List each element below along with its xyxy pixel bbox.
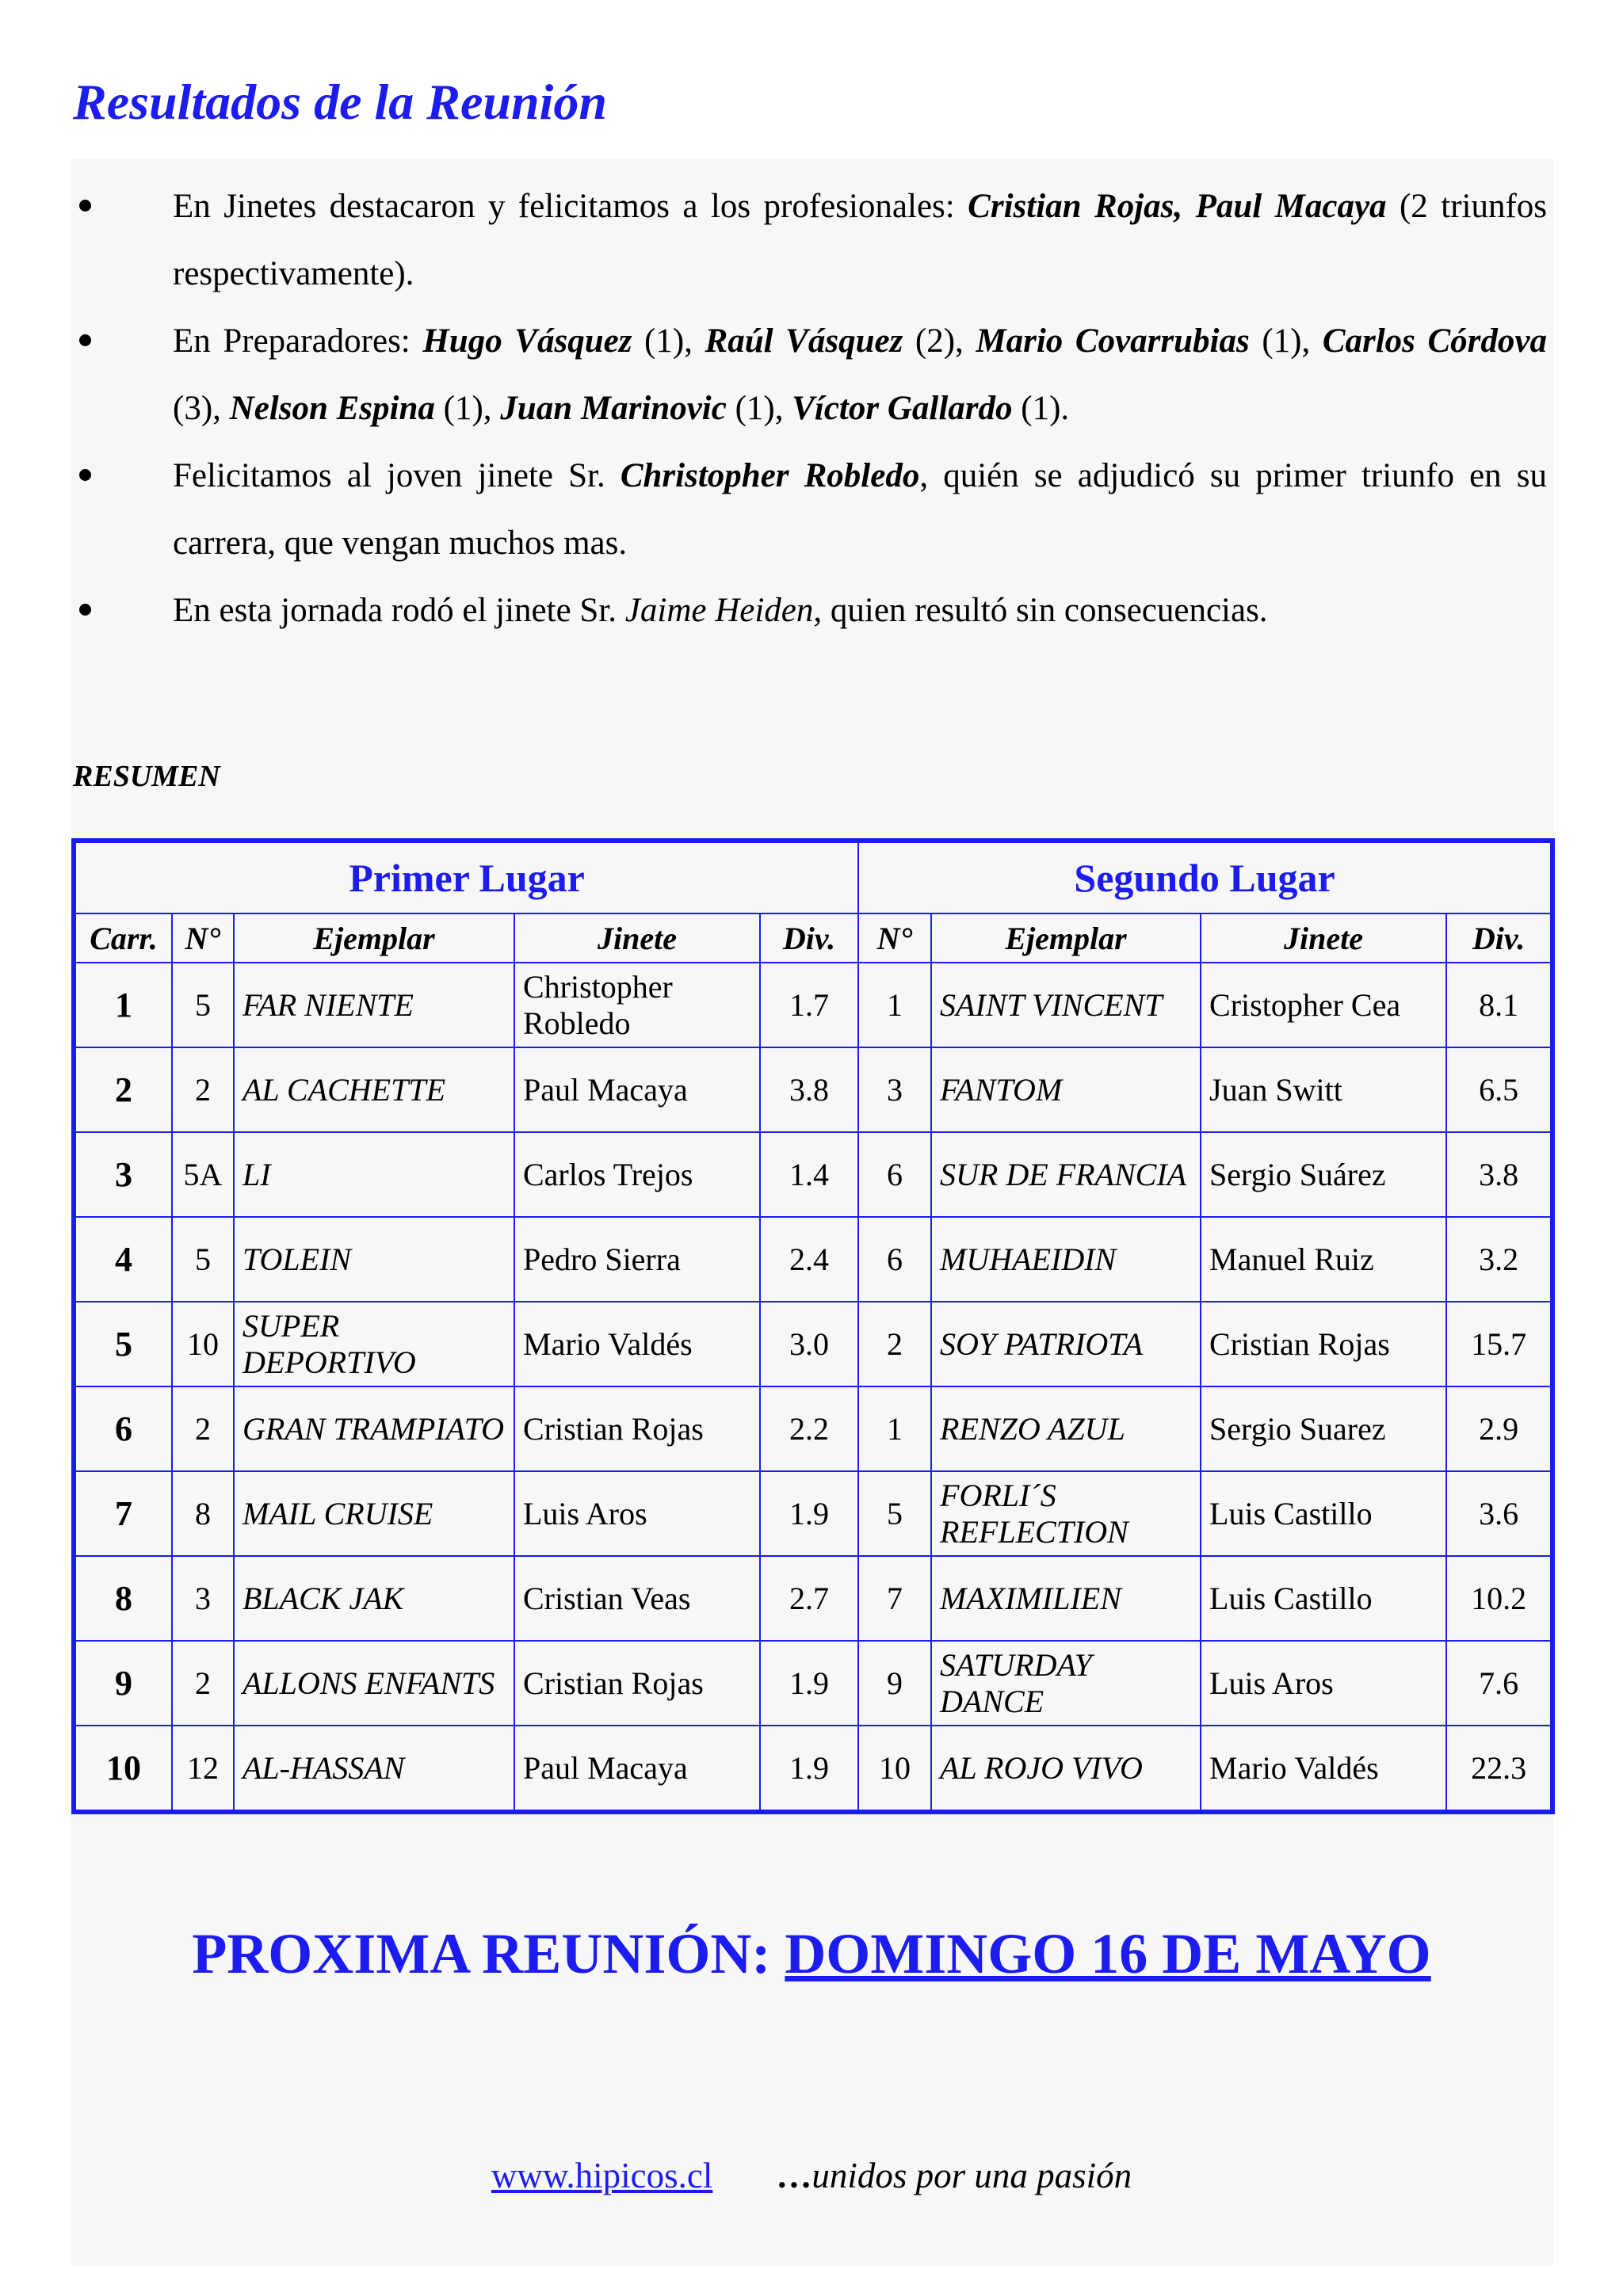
first-horse-name-cell: AL-HASSAN bbox=[234, 1726, 514, 1812]
second-horse-number-cell: 10 bbox=[858, 1726, 931, 1812]
first-horse-name-cell: BLACK JAK bbox=[234, 1556, 514, 1641]
highlighted-name: Carlos Córdova bbox=[1322, 322, 1547, 360]
first-dividend-cell: 1.4 bbox=[760, 1132, 858, 1217]
race-number-cell: 1 bbox=[74, 963, 172, 1047]
table-row bbox=[74, 1047, 1552, 1132]
col-header-div-second: Div. bbox=[1446, 913, 1552, 963]
bullet-item bbox=[73, 173, 1547, 307]
bullet-text: Felicitamos al joven jinete Sr. bbox=[173, 457, 621, 494]
website-link[interactable]: www.hipicos.cl bbox=[491, 2156, 713, 2195]
results-table bbox=[71, 838, 1555, 1814]
second-dividend-cell: 6.5 bbox=[1446, 1047, 1552, 1132]
first-jockey-cell: Christopher Robledo bbox=[514, 963, 760, 1047]
bullet-item bbox=[73, 442, 1547, 577]
race-number-cell: 7 bbox=[74, 1471, 172, 1556]
second-horse-number-cell: 6 bbox=[858, 1217, 931, 1302]
second-dividend-cell: 8.1 bbox=[1446, 963, 1552, 1047]
second-horse-number-cell: 6 bbox=[858, 1132, 931, 1217]
second-horse-number-cell: 1 bbox=[858, 963, 931, 1047]
first-horse-number-cell: 10 bbox=[172, 1302, 234, 1386]
table-row bbox=[74, 1302, 1552, 1386]
second-jockey-cell: Sergio Suárez bbox=[1201, 1132, 1446, 1217]
first-dividend-cell: 1.7 bbox=[760, 963, 858, 1047]
second-horse-number-cell: 3 bbox=[858, 1047, 931, 1132]
first-horse-name-cell: MAIL CRUISE bbox=[234, 1471, 514, 1556]
second-horse-name-cell: FANTOM bbox=[931, 1047, 1201, 1132]
first-horse-name-cell: FAR NIENTE bbox=[234, 963, 514, 1047]
second-dividend-cell: 22.3 bbox=[1446, 1726, 1552, 1812]
highlighted-name: Christopher Robledo bbox=[620, 457, 920, 494]
column-header-row bbox=[74, 913, 1552, 963]
table-row bbox=[74, 1386, 1552, 1471]
second-jockey-cell: Juan Switt bbox=[1201, 1047, 1446, 1132]
race-number-cell: 5 bbox=[74, 1302, 172, 1386]
second-dividend-cell: 3.8 bbox=[1446, 1132, 1552, 1217]
first-jockey-cell: Cristian Veas bbox=[514, 1556, 760, 1641]
second-jockey-cell: Luis Castillo bbox=[1201, 1556, 1446, 1641]
second-horse-name-cell: SATURDAY DANCE bbox=[931, 1641, 1201, 1726]
second-horse-name-cell: SUR DE FRANCIA bbox=[931, 1132, 1201, 1217]
table-row bbox=[74, 1132, 1552, 1217]
bullet-icon bbox=[79, 200, 91, 212]
bullet-text: , quién se adjudicó su primer triunfo en su carrera, que vengan muchos mas. bbox=[173, 457, 1548, 562]
first-dividend-cell: 3.0 bbox=[760, 1302, 858, 1386]
bullet-text: (2), bbox=[903, 322, 976, 360]
bullet-text: (1), bbox=[632, 322, 705, 360]
first-jockey-cell: Pedro Sierra bbox=[514, 1217, 760, 1302]
first-jockey-cell: Luis Aros bbox=[514, 1471, 760, 1556]
second-jockey-cell: Sergio Suarez bbox=[1201, 1386, 1446, 1471]
highlighted-name: Jaime Heiden bbox=[624, 592, 814, 629]
table-row bbox=[74, 963, 1552, 1047]
first-dividend-cell: 1.9 bbox=[760, 1471, 858, 1556]
table-row bbox=[74, 1217, 1552, 1302]
bullet-text: En esta jornada rodó el jinete Sr. bbox=[173, 592, 625, 629]
bullet-text: En Jinetes destacaron y felicitamos a los profesionales: bbox=[173, 188, 968, 225]
first-horse-number-cell: 5 bbox=[172, 963, 234, 1047]
bullet-text: (1), bbox=[726, 390, 792, 427]
second-horse-name-cell: RENZO AZUL bbox=[931, 1386, 1201, 1471]
first-dividend-cell: 1.9 bbox=[760, 1641, 858, 1726]
col-header-num-first: N° bbox=[172, 913, 234, 963]
second-horse-number-cell: 5 bbox=[858, 1471, 931, 1556]
first-horse-name-cell: GRAN TRAMPIATO bbox=[234, 1386, 514, 1471]
second-horse-name-cell: MUHAEIDIN bbox=[931, 1217, 1201, 1302]
first-dividend-cell: 1.9 bbox=[760, 1726, 858, 1812]
race-number-cell: 9 bbox=[74, 1641, 172, 1726]
first-horse-number-cell: 3 bbox=[172, 1556, 234, 1641]
first-horse-name-cell: TOLEIN bbox=[234, 1217, 514, 1302]
race-number-cell: 10 bbox=[74, 1726, 172, 1812]
second-dividend-cell: 3.2 bbox=[1446, 1217, 1552, 1302]
col-header-ejemplar-second: Ejemplar bbox=[931, 913, 1201, 963]
first-dividend-cell: 2.4 bbox=[760, 1217, 858, 1302]
race-number-cell: 8 bbox=[74, 1556, 172, 1641]
second-horse-name-cell: MAXIMILIEN bbox=[931, 1556, 1201, 1641]
first-jockey-cell: Mario Valdés bbox=[514, 1302, 760, 1386]
second-jockey-cell: Luis Castillo bbox=[1201, 1471, 1446, 1556]
ellipsis: … bbox=[776, 2156, 812, 2195]
first-jockey-cell: Carlos Trejos bbox=[514, 1132, 760, 1217]
second-dividend-cell: 2.9 bbox=[1446, 1386, 1552, 1471]
race-number-cell: 2 bbox=[74, 1047, 172, 1132]
bullet-text: (1). bbox=[1012, 390, 1070, 427]
first-horse-name-cell: AL CACHETTE bbox=[234, 1047, 514, 1132]
footer bbox=[0, 2155, 1623, 2196]
first-jockey-cell: Cristian Rojas bbox=[514, 1641, 760, 1726]
second-horse-name-cell: SAINT VINCENT bbox=[931, 963, 1201, 1047]
first-jockey-cell: Paul Macaya bbox=[514, 1726, 760, 1812]
second-horse-name-cell: FORLI´S REFLECTION bbox=[931, 1471, 1201, 1556]
col-header-num-second: N° bbox=[858, 913, 931, 963]
second-jockey-cell: Mario Valdés bbox=[1201, 1726, 1446, 1812]
second-horse-number-cell: 1 bbox=[858, 1386, 931, 1471]
first-jockey-cell: Cristian Rojas bbox=[514, 1386, 760, 1471]
bullet-text: (3), bbox=[173, 390, 230, 427]
highlighted-name: Víctor Gallardo bbox=[792, 390, 1013, 427]
bullet-text: (2 triunfos respectivamente). bbox=[173, 188, 1548, 292]
second-jockey-cell: Luis Aros bbox=[1201, 1641, 1446, 1726]
primer-lugar-header: Primer Lugar bbox=[74, 841, 858, 913]
bullet-text: (1), bbox=[434, 390, 501, 427]
second-jockey-cell: Cristian Rojas bbox=[1201, 1302, 1446, 1386]
first-horse-number-cell: 8 bbox=[172, 1471, 234, 1556]
second-dividend-cell: 15.7 bbox=[1446, 1302, 1552, 1386]
bullet-icon bbox=[79, 604, 91, 616]
first-dividend-cell: 2.2 bbox=[760, 1386, 858, 1471]
second-horse-number-cell: 2 bbox=[858, 1302, 931, 1386]
slogan: unidos por una pasión bbox=[812, 2156, 1132, 2195]
table-row bbox=[74, 1726, 1552, 1812]
results-bullet-list bbox=[73, 173, 1547, 644]
second-dividend-cell: 3.6 bbox=[1446, 1471, 1552, 1556]
resumen-heading: RESUMEN bbox=[73, 760, 220, 793]
next-meeting-banner bbox=[0, 1921, 1623, 1987]
bullet-icon bbox=[79, 334, 91, 346]
bullet-item bbox=[73, 577, 1547, 644]
first-horse-number-cell: 5 bbox=[172, 1217, 234, 1302]
second-horse-name-cell: SOY PATRIOTA bbox=[931, 1302, 1201, 1386]
bullet-icon bbox=[79, 469, 91, 481]
highlighted-name: Mario Covarrubias bbox=[976, 322, 1250, 360]
next-meeting-date: DOMINGO 16 DE MAYO bbox=[785, 1922, 1431, 1985]
col-header-ejemplar-first: Ejemplar bbox=[234, 913, 514, 963]
table-row bbox=[74, 1471, 1552, 1556]
race-number-cell: 3 bbox=[74, 1132, 172, 1217]
col-header-jinete-second: Jinete bbox=[1201, 913, 1446, 963]
highlighted-name: Cristian Rojas, Paul Macaya bbox=[968, 188, 1387, 225]
first-jockey-cell: Paul Macaya bbox=[514, 1047, 760, 1132]
table-row bbox=[74, 1556, 1552, 1641]
second-jockey-cell: Cristopher Cea bbox=[1201, 963, 1446, 1047]
second-horse-number-cell: 7 bbox=[858, 1556, 931, 1641]
col-header-jinete-first: Jinete bbox=[514, 913, 760, 963]
second-horse-number-cell: 9 bbox=[858, 1641, 931, 1726]
bullet-text: En Preparadores: bbox=[173, 322, 423, 360]
col-header-div-first: Div. bbox=[760, 913, 858, 963]
first-dividend-cell: 2.7 bbox=[760, 1556, 858, 1641]
segundo-lugar-header: Segundo Lugar bbox=[858, 841, 1552, 913]
bullet-text: (1), bbox=[1249, 322, 1323, 360]
bullet-text: , quien resultó sin consecuencias. bbox=[813, 592, 1268, 629]
next-meeting-label: PROXIMA REUNIÓN: bbox=[192, 1922, 785, 1985]
first-horse-number-cell: 2 bbox=[172, 1386, 234, 1471]
bullet-item bbox=[73, 307, 1547, 442]
first-horse-number-cell: 2 bbox=[172, 1047, 234, 1132]
first-horse-name-cell: SUPER DEPORTIVO bbox=[234, 1302, 514, 1386]
second-horse-name-cell: AL ROJO VIVO bbox=[931, 1726, 1201, 1812]
race-number-cell: 6 bbox=[74, 1386, 172, 1471]
table-row bbox=[74, 1641, 1552, 1726]
first-dividend-cell: 3.8 bbox=[760, 1047, 858, 1132]
second-jockey-cell: Manuel Ruiz bbox=[1201, 1217, 1446, 1302]
first-horse-number-cell: 5A bbox=[172, 1132, 234, 1217]
highlighted-name: Juan Marinovic bbox=[500, 390, 727, 427]
first-horse-name-cell: ALLONS ENFANTS bbox=[234, 1641, 514, 1726]
second-dividend-cell: 7.6 bbox=[1446, 1641, 1552, 1726]
highlighted-name: Hugo Vásquez bbox=[422, 322, 632, 360]
col-header-carr: Carr. bbox=[74, 913, 172, 963]
race-number-cell: 4 bbox=[74, 1217, 172, 1302]
page-title: Resultados de la Reunión bbox=[73, 74, 607, 130]
highlighted-name: Nelson Espina bbox=[229, 390, 435, 427]
highlighted-name: Raúl Vásquez bbox=[705, 322, 903, 360]
first-horse-name-cell: LI bbox=[234, 1132, 514, 1217]
first-horse-number-cell: 12 bbox=[172, 1726, 234, 1812]
second-dividend-cell: 10.2 bbox=[1446, 1556, 1552, 1641]
first-horse-number-cell: 2 bbox=[172, 1641, 234, 1726]
